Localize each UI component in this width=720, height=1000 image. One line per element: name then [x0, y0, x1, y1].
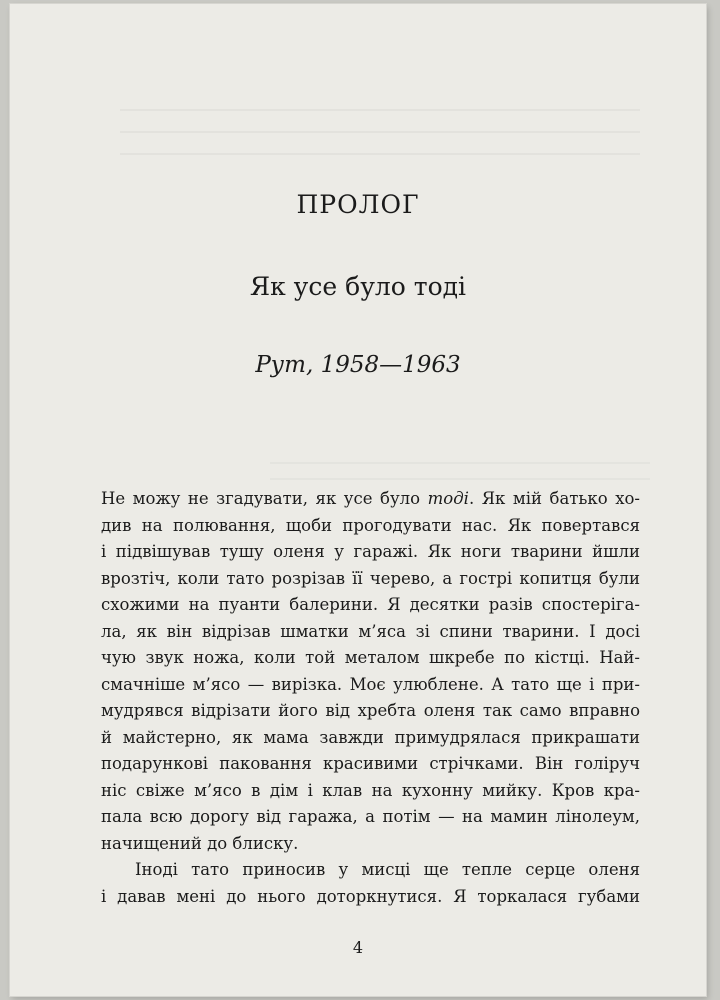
text-line: Не можу не згадувати, як усе було тоді. Як мій батько хо- [101, 489, 640, 508]
body-text [101, 486, 640, 910]
text-line: схожими на пуанти балерини. Я десятки разів спостеріга- [101, 595, 640, 614]
text-line: й майстерно, як мама завжди примудрялася прикрашати [101, 727, 640, 747]
text-line: див на полювання, щоби прогодувати нас. Як повертався [101, 515, 640, 535]
page-number: 4 [352, 938, 364, 957]
text-line: чую звук ножа, коли той металом шкребе по кістці. Най- [101, 648, 640, 667]
narrator-line: Рут, 1958—1963 [255, 352, 461, 378]
text-line: ла, як він відрізав шматки м’яса зі спини тварини. І досі [101, 621, 640, 641]
text-line: смачніше м’ясо — вирізка. Моє улюблене. А тато ще і при- [101, 674, 640, 694]
text-line: мудрявся відрізати його від хребта оленя так само вправно [101, 701, 640, 720]
text-line: і підвішував тушу оленя у гаражі. Як ноги тварини йшли [101, 542, 640, 561]
paper-show-through [270, 454, 650, 482]
text-line: пала всю дорогу від гаража, а потім — на мамин лінолеум, [101, 807, 640, 826]
book-page [10, 4, 706, 996]
text-line: ніс свіже м’ясо в дім і клав на кухонну мийку. Кров кра- [101, 780, 640, 800]
paper-show-through [120, 100, 640, 170]
text-line: Іноді тато приносив у мисці ще тепле серце оленя [135, 860, 640, 879]
text-line: врозтіч, коли тато розрізав її черево, а гострі копитця були [101, 568, 640, 588]
section-title: Як усе було тоді [249, 272, 467, 301]
chapter-title: ПРОЛОГ [296, 190, 420, 219]
text-line: і давав мені до нього доторкнутися. Я торкалася губами [101, 886, 640, 906]
text-line: подарункові паковання красивими стрічками. Він голіруч [101, 754, 640, 773]
emphasis: тоді [427, 489, 469, 508]
text-line: начищений до блиску. [101, 833, 299, 853]
